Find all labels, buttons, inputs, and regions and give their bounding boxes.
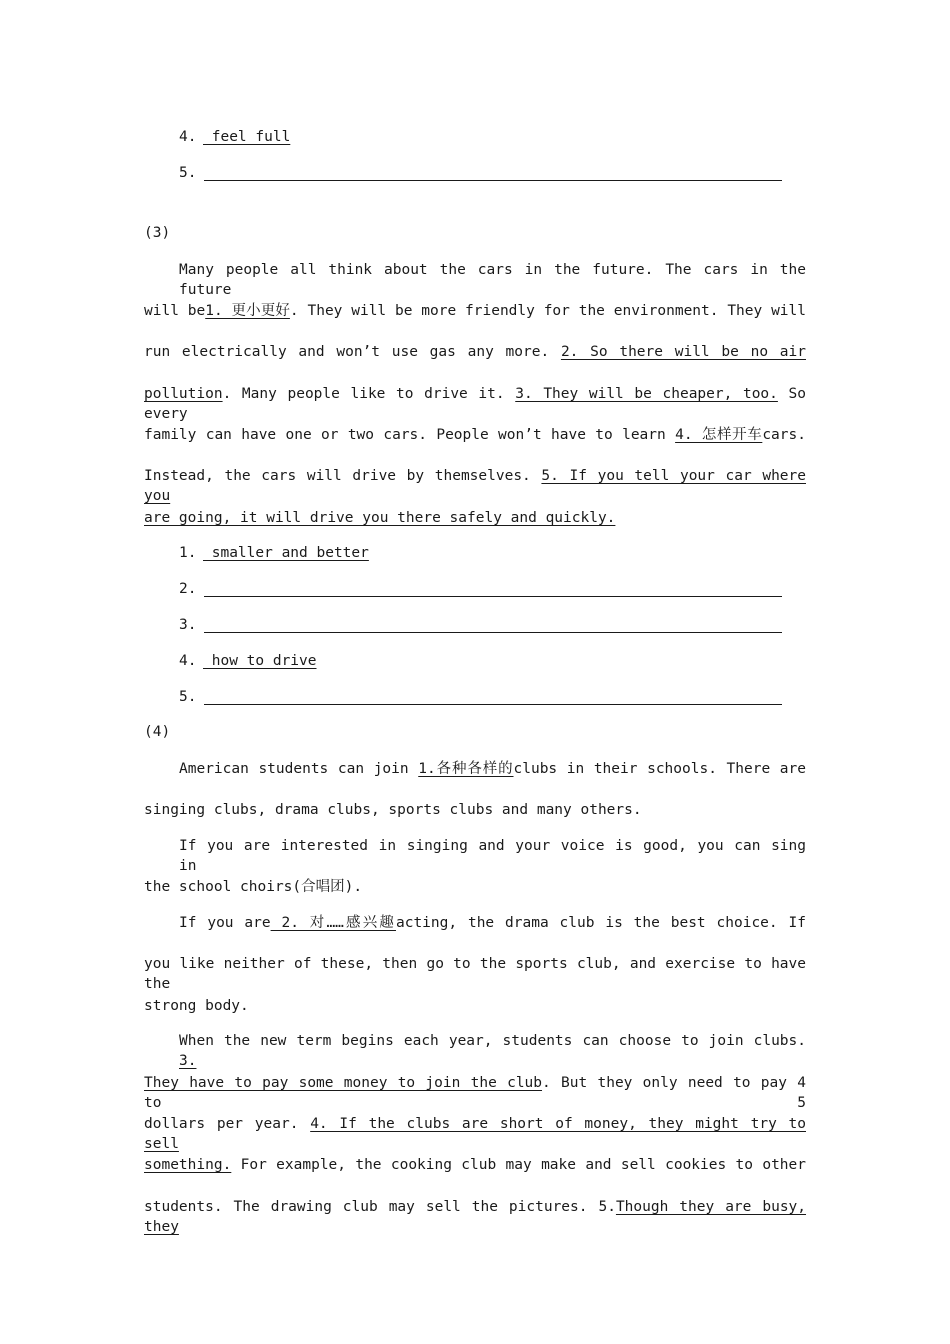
answer-item: 1. smaller and better	[179, 545, 369, 561]
paragraph-line: American students can join 1.各种各样的clubs in their schools. There are	[179, 761, 806, 777]
answer-item: 5.	[179, 689, 197, 705]
blank-1: 1.各种各样的	[418, 761, 514, 777]
paragraph-line: will be1. 更小更好. They will be more friendly for the environment. They will	[144, 303, 806, 319]
paragraph-line: something. For example, the cooking club may make and sell cookies to other	[144, 1157, 806, 1173]
blank-4-cont: something.	[144, 1157, 232, 1173]
blank-2: 2. 对……感兴趣	[270, 915, 396, 931]
answer-item: 5.	[179, 165, 197, 181]
paragraph-line: the school choirs(合唱团).	[144, 879, 363, 895]
paragraph-line: dollars per year. 4. If the clubs are short of money, they might try to sell	[144, 1116, 806, 1152]
paragraph-line: pollution. Many people like to drive it. 3. They will be cheaper, too. So every	[144, 386, 806, 422]
paragraph-line: They have to pay some money to join the club. But they only need to pay 4 to 5	[144, 1075, 806, 1111]
answer-item: 4. how to drive	[179, 653, 317, 669]
blank-5: Though they are busy, they	[144, 1199, 807, 1235]
answer-blank[interactable]	[204, 179, 782, 181]
paragraph-line: singing clubs, drama clubs, sports clubs and many others.	[144, 802, 642, 818]
answer-text[interactable]: how to drive	[203, 653, 317, 669]
blank-5: 5. If you tell your car where you	[144, 468, 806, 504]
blank-1: 1. 更小更好	[205, 303, 290, 319]
blank-2: 2. So there will be no air	[560, 344, 806, 360]
paragraph-line: Instead, the cars will drive by themselves. 5. If you tell your car where you	[144, 468, 806, 504]
paragraph-line: students. The drawing club may sell the pictures. 5.Though they are busy, they	[144, 1199, 807, 1235]
paragraph-line: When the new term begins each year, students can choose to join clubs. 3.	[179, 1033, 806, 1069]
paragraph-line: strong body.	[144, 998, 249, 1014]
paragraph-line: If you are interested in singing and your voice is good, you can sing in	[179, 838, 806, 874]
answer-item: 2.	[179, 581, 197, 597]
paragraph-line: Many people all think about the cars in the future. The cars in the future	[179, 262, 806, 298]
paragraph-line: If you are 2. 对……感兴趣acting, the drama club is the best choice. If	[179, 915, 806, 931]
paragraph-line: run electrically and won’t use gas any more. 2. So there will be no air	[144, 344, 806, 360]
blank-4: 4. If the clubs are short of money, they might try to sell	[144, 1116, 806, 1152]
section-label: (4)	[144, 724, 171, 740]
blank-4: 4. 怎样开车	[675, 427, 763, 443]
answer-blank[interactable]	[204, 595, 782, 597]
answer-item: 4. feel full	[179, 129, 291, 145]
blank-2-cont: pollution	[144, 386, 223, 402]
paragraph-line: you like neither of these, then go to the sports club, and exercise to have the	[144, 956, 806, 992]
answer-blank[interactable]	[204, 631, 782, 633]
blank-5-cont: are going, it will drive you there safely and quickly.	[144, 510, 616, 526]
blank-3: 3.	[179, 1053, 197, 1069]
answer-text[interactable]: feel full	[203, 129, 291, 145]
paragraph-line	[144, 508, 806, 528]
answer-blank[interactable]	[204, 703, 782, 705]
section-label: (3)	[144, 225, 171, 241]
blank-3-cont: They have to pay some money to join the club	[144, 1075, 543, 1091]
answer-text[interactable]: smaller and better	[203, 545, 369, 561]
blank-3: 3. They will be cheaper, too.	[515, 386, 778, 402]
answer-item: 3.	[179, 617, 197, 633]
paragraph-line: family can have one or two cars. People won’t have to learn 4. 怎样开车cars.	[144, 427, 806, 443]
